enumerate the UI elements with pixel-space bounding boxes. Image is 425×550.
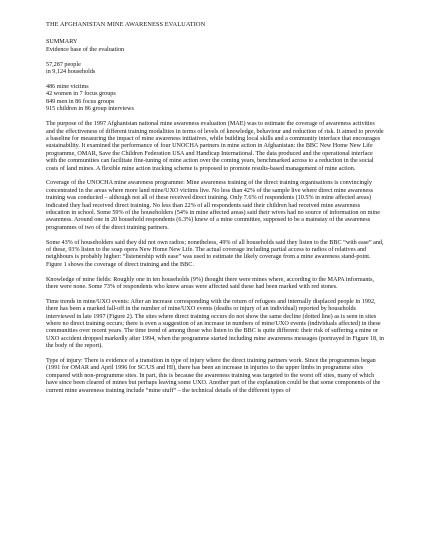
paragraph-purpose: The purpose of the 1997 Afghanistan national mine awareness evaluation (MAE) was to estimate the coverage of awareness activities and the effectiveness of different training modalities in terms of levels of knowledge, behaviour and reduction of risk. It aimed to provide a baseline for measuring the impact of mine awareness initiatives, while building local skills and a community interface that encourages sustainability. It examined the performance of four UNOCHA partners in mine action in Afghanistan: the BBC New Home New Life programme, OMAR, Save the Children Federation USA and Handicap International. The data produced and the operational interface with the communities can facilitate fine-tuning of mine action over the coming years, benchmarked across to a reduction in the social costs of land mines. A flexible mine action tracking scheme is proposed to promote results-based management of mine action. (46, 121, 384, 172)
summary-heading: SUMMARY (46, 39, 78, 46)
paragraph-time-trends: Time trends in mine/UXO events: After an increase corresponding with the return of refugees and internally displaced people in 1992, there has been a marked fall-off in the number of mine/UXO events (deaths or injury of an individual) reported by households interviewed in late 1997 (Figure 2). The sites where direct training occurs do not show the same decline (dotted line) as is seen in sites where no direct training occurs; there is even a suggestion of an increase in numbers of mine/UXO events (individuals affected) in these communities over recent years. The time trend of among those who listen to the BBC is quite different: their risk of suffering a mine or UXO accident dropped markedly after 1994, when the programme started including mine awareness messages (portrayed in Figure 18, in the body of the report). (46, 298, 384, 350)
evidence-group-participants (46, 84, 384, 114)
evidence-line: in 9,124 households (46, 69, 96, 76)
evidence-line: 849 men in 86 focus groups (46, 98, 115, 105)
evidence-line: 915 children in 86 group interviews (46, 106, 134, 113)
evidence-line: 42 women in 7 focus groups (46, 91, 116, 98)
paragraph-radio: Some 43% of householders said they did not own radios; nonetheless, 49% of all households said they listen to the BBC “with ease” and, of these, 93% listen to the soap opera New Home New Life. The actual coverage including partial access to radios of relatives and neighbours is probably higher: “listenership with ease” was used to estimate the likely coverage from a mine awareness stand-point. Figure 1 shows the coverage of direct training and the BBC. (46, 239, 384, 268)
summary-subheading: Evidence base of the evaluation (46, 46, 125, 53)
evidence-line: 486 mine victims (46, 84, 89, 91)
evidence-group-population (46, 62, 384, 77)
paragraph-coverage: Coverage of the UNOCHA mine awareness programme: Mine awareness training of the direct training organisations is convincingly concentrated in the areas where more land mine/UXO victims live. No less than 42% of the sample live where direct mine awareness training was conducted – although not all of these received direct training. Only 7.6% of respondents (10.5% in mine affected areas) indicated they had received direct training. No less than 22% of all respondents said their children had received mine awareness education in school. Some 59% of the householders (54% in mine affected areas) said their wives had no source of information on mine awareness. Around one in 20 household respondents (6.3%) knew of a mine committee, supposed to be a mainstay of the awareness programmes of two of the direct training partners. (46, 180, 380, 231)
paragraph-injury-type: Type of injury: There is evidence of a transition in type of injury where the direct training partners work. Since the programmes began (1991 for OMAR and April 1996 for SC/US and HI), there has been an increase in injuries to the upper limbs in programme sites compared with non-programme sites. In part, this is because the awareness training was targeted to the worst off sites, many of which have since been cleared of mines but perhaps leaving some UXO. Another part of the explanation could be that some components of the current mine awareness training include “mine stuff” – the technical details of the different types of (46, 358, 381, 394)
evidence-line: 57,287 people (46, 61, 81, 68)
paragraph-mine-fields: Knowledge of mine fields: Roughly one in ten households (9%) thought there were mines where, according to the MAPA informants, there were none. Some 73% of respondents who knew areas were affected said these had been marked with red stones. (46, 276, 375, 291)
document-title: THE AFGHANISTAN MINE AWARENESS EVALUATION (46, 21, 206, 28)
